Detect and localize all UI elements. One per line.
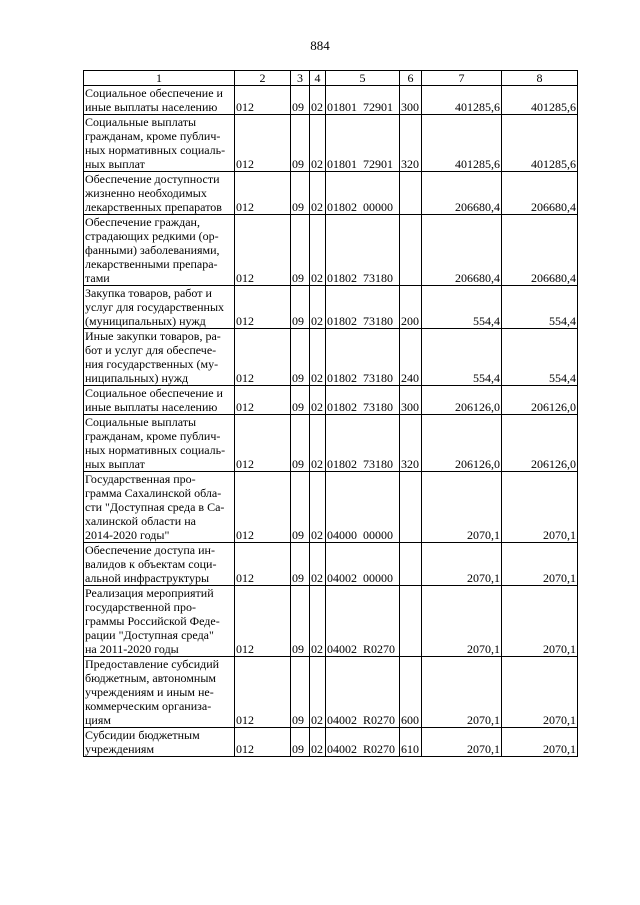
- row-sum-2: 2070,1: [502, 543, 578, 586]
- row-sum-2: 206126,0: [502, 386, 578, 415]
- row-sum-1: 401285,6: [422, 86, 502, 115]
- row-vr: [400, 472, 422, 543]
- row-csr: 04002 00000: [326, 543, 400, 586]
- row-sum-2: 401285,6: [502, 86, 578, 115]
- page-number: 884: [310, 38, 330, 53]
- row-sum-2: 206126,0: [502, 415, 578, 472]
- row-rz: 09: [291, 415, 310, 472]
- row-sum-1: 554,4: [422, 329, 502, 386]
- row-pr: 02: [310, 543, 326, 586]
- row-csr: 04000 00000: [326, 472, 400, 543]
- row-rz: 09: [291, 472, 310, 543]
- row-rz: 09: [291, 172, 310, 215]
- row-csr: 01802 00000: [326, 172, 400, 215]
- row-csr: 01801 72901: [326, 115, 400, 172]
- table-row: [84, 329, 578, 386]
- table-header-row: [84, 71, 578, 86]
- row-sum-1: 2070,1: [422, 657, 502, 728]
- row-csr: 04002 R0270: [326, 586, 400, 657]
- table-row: [84, 215, 578, 286]
- row-pr: 02: [310, 472, 326, 543]
- table-row: [84, 657, 578, 728]
- row-name: Социальное обеспечение и иные выплаты населению: [84, 86, 235, 115]
- row-name: Социальные выплаты гражданам, кроме публич- ных нормативных социаль- ных выплат: [84, 415, 235, 472]
- budget-table: [83, 70, 578, 757]
- header-col-3: 3: [291, 71, 310, 86]
- row-ved: 012: [235, 286, 291, 329]
- row-csr: 01802 73180: [326, 286, 400, 329]
- row-sum-1: 206680,4: [422, 215, 502, 286]
- row-rz: 09: [291, 215, 310, 286]
- row-pr: 02: [310, 386, 326, 415]
- row-rz: 09: [291, 728, 310, 757]
- row-sum-2: 2070,1: [502, 657, 578, 728]
- row-rz: 09: [291, 329, 310, 386]
- row-csr: 01801 72901: [326, 86, 400, 115]
- row-ved: 012: [235, 86, 291, 115]
- row-name: Социальные выплаты гражданам, кроме публич- ных нормативных социаль- ных выплат: [84, 115, 235, 172]
- row-csr: 01802 73180: [326, 329, 400, 386]
- row-pr: 02: [310, 286, 326, 329]
- row-vr: 300: [400, 86, 422, 115]
- row-vr: [400, 543, 422, 586]
- row-pr: 02: [310, 172, 326, 215]
- row-ved: 012: [235, 543, 291, 586]
- table-row: [84, 386, 578, 415]
- table-row: [84, 728, 578, 757]
- table-row: [84, 86, 578, 115]
- row-vr: [400, 172, 422, 215]
- row-sum-1: 206126,0: [422, 386, 502, 415]
- table-row: [84, 415, 578, 472]
- row-sum-2: 2070,1: [502, 472, 578, 543]
- table-row: [84, 543, 578, 586]
- row-name: Иные закупки товаров, ра- бот и услуг для обеспече- ния государственных (му- ниципальных) нужд: [84, 329, 235, 386]
- header-col-5: 5: [326, 71, 400, 86]
- row-name: Социальное обеспечение и иные выплаты населению: [84, 386, 235, 415]
- row-sum-2: 2070,1: [502, 728, 578, 757]
- row-sum-2: 206680,4: [502, 172, 578, 215]
- row-name: Обеспечение доступности жизненно необходимых лекарственных препаратов: [84, 172, 235, 215]
- row-vr: 600: [400, 657, 422, 728]
- row-rz: 09: [291, 657, 310, 728]
- row-pr: 02: [310, 586, 326, 657]
- row-rz: 09: [291, 86, 310, 115]
- row-name: Предоставление субсидий бюджетным, автономным учреждениям и иным не- коммерческим организа- циям: [84, 657, 235, 728]
- row-ved: 012: [235, 386, 291, 415]
- row-csr: 04002 R0270: [326, 657, 400, 728]
- table-row: [84, 172, 578, 215]
- row-sum-1: 2070,1: [422, 543, 502, 586]
- row-csr: 01802 73180: [326, 215, 400, 286]
- header-col-6: 6: [400, 71, 422, 86]
- row-name: Государственная про- грамма Сахалинской обла- сти "Доступная среда в Са- халинской области на 2014-2020 годы": [84, 472, 235, 543]
- row-sum-1: 554,4: [422, 286, 502, 329]
- row-vr: [400, 215, 422, 286]
- row-pr: 02: [310, 657, 326, 728]
- row-ved: 012: [235, 657, 291, 728]
- row-rz: 09: [291, 386, 310, 415]
- row-sum-2: 206680,4: [502, 215, 578, 286]
- row-rz: 09: [291, 286, 310, 329]
- row-rz: 09: [291, 586, 310, 657]
- row-ved: 012: [235, 728, 291, 757]
- row-csr: 04002 R0270: [326, 728, 400, 757]
- row-sum-2: 401285,6: [502, 115, 578, 172]
- row-ved: 012: [235, 215, 291, 286]
- row-vr: 320: [400, 115, 422, 172]
- row-ved: 012: [235, 172, 291, 215]
- header-col-4: 4: [310, 71, 326, 86]
- row-vr: [400, 586, 422, 657]
- row-name: Реализация мероприятий государственной про- граммы Российской Феде- рации "Доступная среда" на 2011-2020 годы: [84, 586, 235, 657]
- row-pr: 02: [310, 329, 326, 386]
- row-sum-1: 2070,1: [422, 472, 502, 543]
- row-sum-2: 554,4: [502, 286, 578, 329]
- row-pr: 02: [310, 415, 326, 472]
- row-ved: 012: [235, 329, 291, 386]
- table-row: [84, 472, 578, 543]
- row-vr: 300: [400, 386, 422, 415]
- row-ved: 012: [235, 415, 291, 472]
- row-name: Субсидии бюджетным учреждениям: [84, 728, 235, 757]
- table-row: [84, 586, 578, 657]
- row-ved: 012: [235, 115, 291, 172]
- row-pr: 02: [310, 728, 326, 757]
- row-pr: 02: [310, 115, 326, 172]
- row-sum-2: 2070,1: [502, 586, 578, 657]
- row-sum-1: 2070,1: [422, 586, 502, 657]
- row-sum-1: 206680,4: [422, 172, 502, 215]
- row-pr: 02: [310, 215, 326, 286]
- row-vr: 240: [400, 329, 422, 386]
- header-col-2: 2: [235, 71, 291, 86]
- row-sum-1: 206126,0: [422, 415, 502, 472]
- row-ved: 012: [235, 586, 291, 657]
- row-vr: 610: [400, 728, 422, 757]
- table-row: [84, 286, 578, 329]
- row-name: Закупка товаров, работ и услуг для государственных (муниципальных) нужд: [84, 286, 235, 329]
- row-ved: 012: [235, 472, 291, 543]
- row-name: Обеспечение граждан, страдающих редкими (ор- фанными) заболеваниями, лекарственными препара- тами: [84, 215, 235, 286]
- table-row: [84, 115, 578, 172]
- row-csr: 01802 73180: [326, 386, 400, 415]
- row-name: Обеспечение доступа ин- валидов к объектам соци- альной инфраструктуры: [84, 543, 235, 586]
- row-pr: 02: [310, 86, 326, 115]
- row-sum-2: 554,4: [502, 329, 578, 386]
- row-vr: 200: [400, 286, 422, 329]
- row-rz: 09: [291, 115, 310, 172]
- row-rz: 09: [291, 543, 310, 586]
- header-col-1: 1: [84, 71, 235, 86]
- header-col-7: 7: [422, 71, 502, 86]
- row-vr: 320: [400, 415, 422, 472]
- row-sum-1: 2070,1: [422, 728, 502, 757]
- row-sum-1: 401285,6: [422, 115, 502, 172]
- row-csr: 01802 73180: [326, 415, 400, 472]
- header-col-8: 8: [502, 71, 578, 86]
